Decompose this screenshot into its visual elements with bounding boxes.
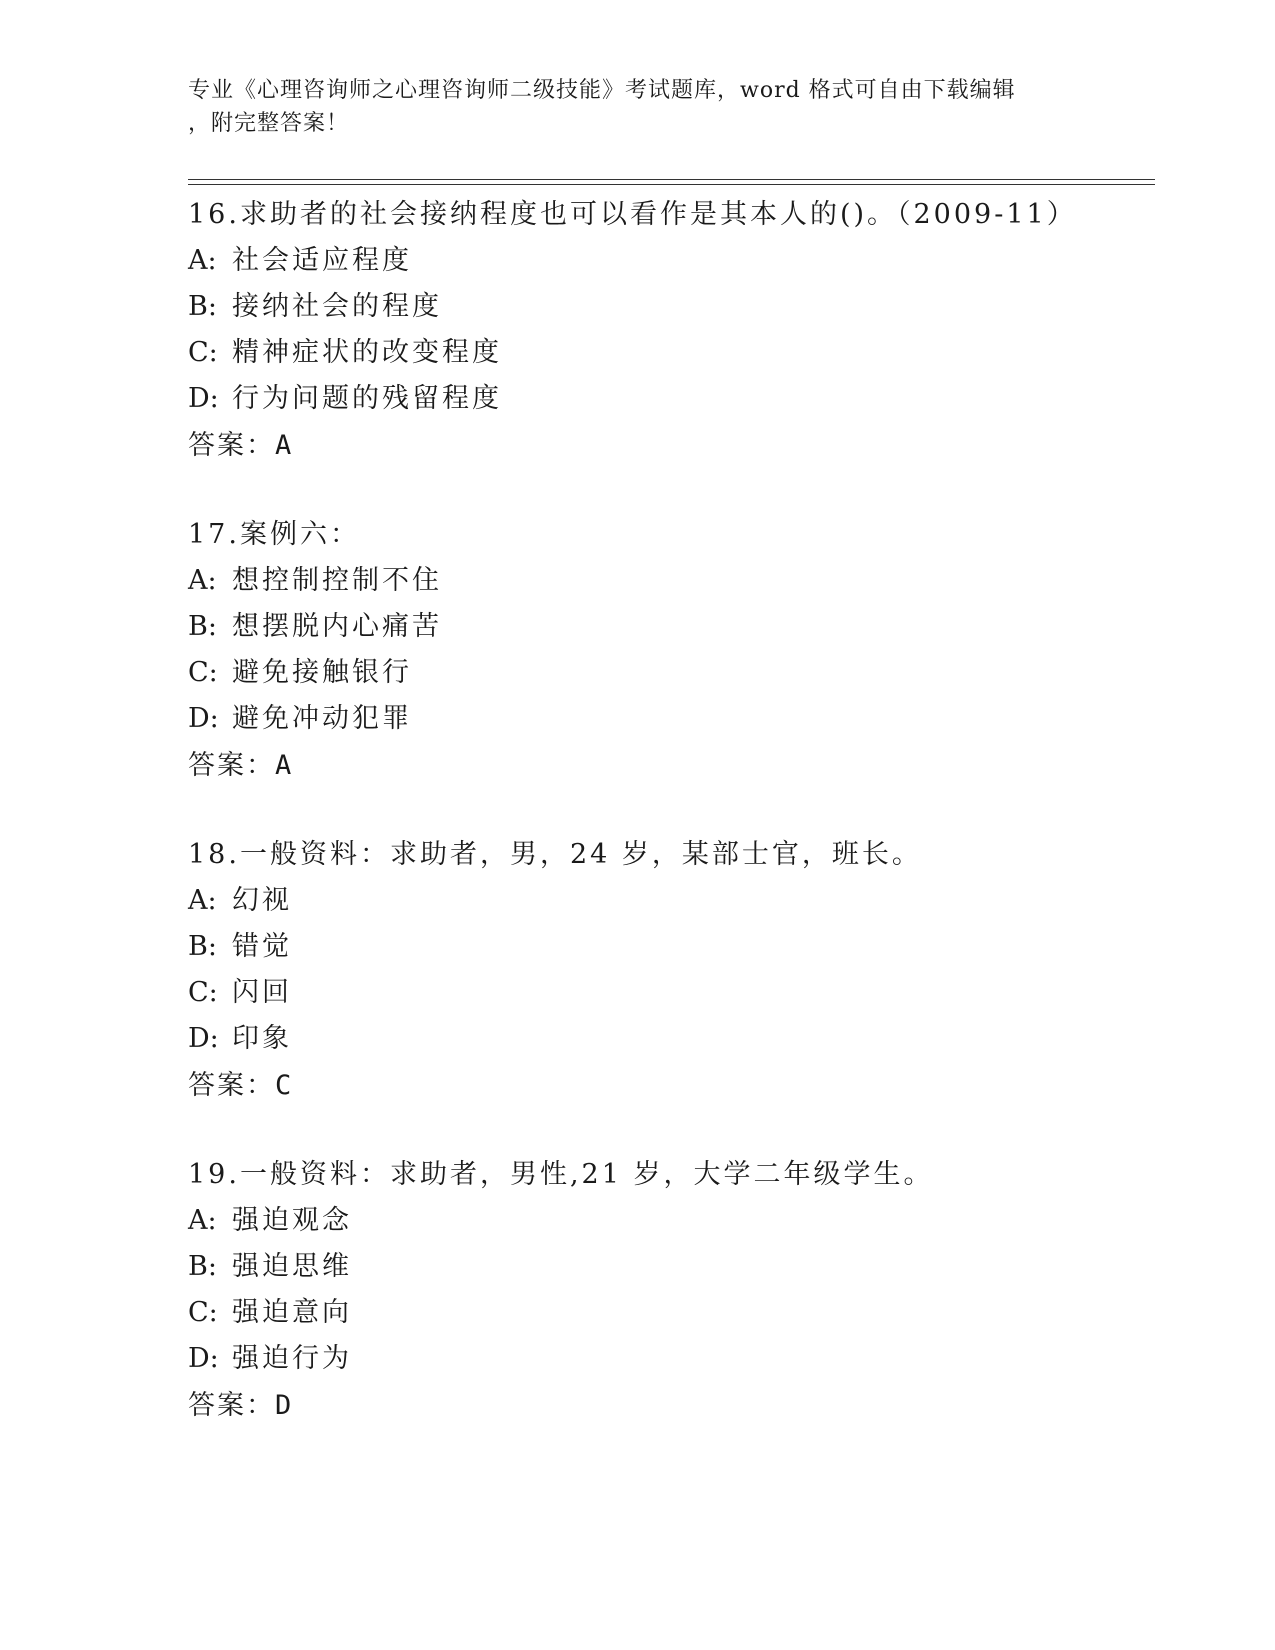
option-key: A: <box>188 1205 217 1236</box>
option-text: 幻视 <box>232 885 292 916</box>
answer-value: A <box>275 750 292 781</box>
answer-value: D <box>275 1390 292 1421</box>
option-c <box>188 970 1168 1016</box>
option-text: 强迫行为 <box>232 1343 352 1374</box>
option-a <box>188 878 1168 924</box>
answer-label: 答案： <box>188 750 275 780</box>
answer-value: A <box>275 430 292 461</box>
option-key: B: <box>188 1251 217 1282</box>
question-stem: 17.案例六： <box>188 519 360 550</box>
question-block <box>188 512 1168 788</box>
option-key: D: <box>188 1023 219 1054</box>
question-block <box>188 1152 1168 1428</box>
option-text: 强迫观念 <box>232 1205 352 1236</box>
question-block <box>188 832 1168 1108</box>
option-c <box>188 330 1168 376</box>
option-text: 行为问题的残留程度 <box>232 383 502 414</box>
option-key: D: <box>188 383 219 414</box>
option-key: C: <box>188 657 218 688</box>
option-key: B: <box>188 611 217 642</box>
question-stem: 19.一般资料：求助者，男性,21 岁，大学二年级学生。 <box>188 1159 934 1190</box>
option-text: 印象 <box>232 1023 292 1054</box>
answer-label: 答案： <box>188 430 275 460</box>
option-a <box>188 238 1168 284</box>
answer-label: 答案： <box>188 1390 275 1420</box>
answer-line <box>188 1062 1168 1108</box>
option-text: 接纳社会的程度 <box>232 291 442 322</box>
answer-line <box>188 742 1168 788</box>
option-key: A: <box>188 565 217 596</box>
option-text: 避免接触银行 <box>232 657 412 688</box>
answer-label: 答案： <box>188 1070 275 1100</box>
option-d <box>188 696 1168 742</box>
option-d <box>188 1016 1168 1062</box>
option-text: 社会适应程度 <box>232 245 412 276</box>
option-text: 想摆脱内心痛苦 <box>232 611 442 642</box>
option-key: C: <box>188 977 218 1008</box>
option-d <box>188 1336 1168 1382</box>
option-a <box>188 1198 1168 1244</box>
option-key: A: <box>188 245 217 276</box>
answer-line <box>188 422 1168 468</box>
header-divider-top <box>188 179 1155 180</box>
option-key: D: <box>188 703 219 734</box>
question-stem: 18.一般资料：求助者，男，24 岁，某部士官，班长。 <box>188 839 922 870</box>
option-b <box>188 284 1168 330</box>
question-stem: 16.求助者的社会接纳程度也可以看作是其本人的()。（2009-11） <box>188 199 1077 230</box>
option-key: B: <box>188 291 217 322</box>
document-header: 专业《心理咨询师之心理咨询师二级技能》考试题库，word 格式可自由下载编辑 ，附完整答案！ <box>188 78 1016 136</box>
option-text: 避免冲动犯罪 <box>232 703 412 734</box>
question-block <box>188 192 1168 468</box>
option-key: C: <box>188 1297 218 1328</box>
option-c <box>188 650 1168 696</box>
option-b <box>188 924 1168 970</box>
option-text: 强迫思维 <box>232 1251 352 1282</box>
option-key: A: <box>188 885 217 916</box>
option-text: 闪回 <box>232 977 292 1008</box>
option-text: 强迫意向 <box>232 1297 352 1328</box>
answer-line <box>188 1382 1168 1428</box>
answer-value: C <box>275 1070 292 1101</box>
option-key: C: <box>188 337 218 368</box>
option-text: 错觉 <box>232 931 292 962</box>
option-c <box>188 1290 1168 1336</box>
option-text: 精神症状的改变程度 <box>232 337 502 368</box>
option-key: D: <box>188 1343 219 1374</box>
option-key: B: <box>188 931 217 962</box>
option-d <box>188 376 1168 422</box>
option-text: 想控制控制不住 <box>232 565 442 596</box>
option-b <box>188 1244 1168 1290</box>
option-a <box>188 558 1168 604</box>
header-divider-bottom <box>188 184 1155 185</box>
option-b <box>188 604 1168 650</box>
